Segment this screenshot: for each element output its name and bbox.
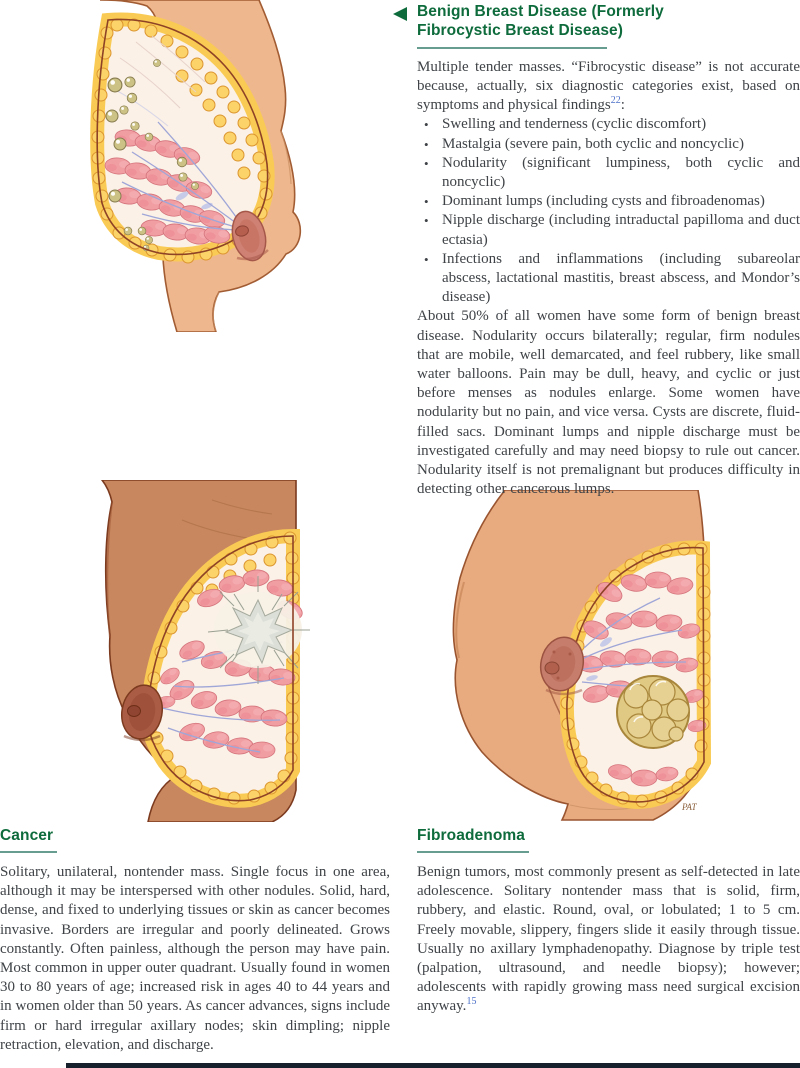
bullet-item: • Infections and inflammations (including subareolar abscess, lactational mastitis, breast abscess, and Mondor’s disease)	[417, 250, 800, 308]
benign-heading	[417, 3, 800, 41]
artist-signature: PAT	[682, 802, 697, 812]
heading-rule	[417, 47, 607, 49]
benign-breast-disease-section	[392, 3, 800, 499]
benign-bullet-list	[417, 115, 800, 307]
table-bottom-border	[66, 1063, 800, 1068]
heading-rule	[417, 851, 529, 853]
fibrocystic-breast-figure	[62, 0, 392, 332]
cancer-section	[0, 827, 390, 1055]
cancer-body-paragraph: Solitary, unilateral, nontender mass. Single focus in one area, although it may be interspersed with other nodules. Solid, hard, dense, and fixed to underlying tissues or skin as cancer becomes invasive. Borders are irregular and poorly delineated. Grows constantly. Often painless, although the person may have pain. Most common in upper outer quadrant. Usually found in women 30 to 80 years of age; increased risk in ages 40 to 44 years and in women older than 50 years. As cancer advances, signs include firm or hard irregular axillary nodes; skin dimpling; nipple retraction, elevation, and discharge.	[0, 863, 390, 1053]
cancer-breast-figure	[62, 480, 392, 822]
fibroadenoma-section	[417, 827, 800, 1017]
section-pointer-icon	[393, 7, 407, 21]
reference-marker-22: 22	[610, 95, 621, 107]
fibroadenoma-mass	[617, 676, 689, 748]
bullet-item: • Swelling and tenderness (cyclic discomfort)	[417, 115, 800, 134]
fibroadenoma-breast-figure	[420, 490, 762, 822]
benign-intro-text: Multiple tender masses. “Fibrocystic disease” is not accurate because, actually, six diagnostic categories exist, based on symptoms and physical findings	[417, 58, 800, 114]
benign-body-paragraph: About 50% of all women have some form of benign breast disease. Nodularity occurs bilaterally; regular, firm nodules that are mobile, well demarcated, and feel rubbery, like small water balloons. Pain may be dull, heavy, and cyclic or just before menses as nodules enlarge. Some women have nodularity but no pain, and vice versa. Cysts are discrete, fluid-filled sacs. Dominant lumps and nipple discharge must be investigated carefully and may need biopsy to rule out cancer. Nodularity itself is not premalignant but produces difficulty in detecting other cancerous lumps.	[417, 308, 800, 498]
cancer-heading: Cancer	[0, 827, 54, 844]
benign-heading-line2: Fibrocystic Breast Disease)	[417, 21, 624, 39]
fibroadenoma-body-paragraph	[417, 863, 800, 1017]
bullet-item: • Nipple discharge (including intraductal papilloma and duct ectasia)	[417, 211, 800, 249]
heading-rule	[0, 851, 57, 853]
benign-intro-paragraph	[417, 58, 800, 116]
bullet-item: • Nodularity (significant lumpiness, both cyclic and noncyclic)	[417, 154, 800, 192]
fibroadenoma-heading: Fibroadenoma	[417, 827, 525, 844]
bullet-item: • Mastalgia (severe pain, both cyclic and noncyclic)	[417, 135, 800, 154]
reference-marker-15: 15	[466, 996, 477, 1008]
benign-intro-colon: :	[620, 97, 625, 114]
benign-heading-line1: Benign Breast Disease (Formerly	[417, 3, 664, 20]
fibroadenoma-body-text: Benign tumors, most commonly present as self-detected in late adolescence. Solitary nontender mass that is solid, firm, rubbery, and elastic. Round, oval, or lobulated; 1 to 5 cm. Freely movable, slippery, fingers slide it easily through tissue. Usually no axillary lymphadenopathy. Diagnose by triple test (palpation, ultrasound, and needle biopsy); however; adolescents with rapidly growing mass need surgical excision anyway.	[417, 863, 800, 1015]
bullet-item: • Dominant lumps (including cysts and fibroadenomas)	[417, 192, 800, 211]
